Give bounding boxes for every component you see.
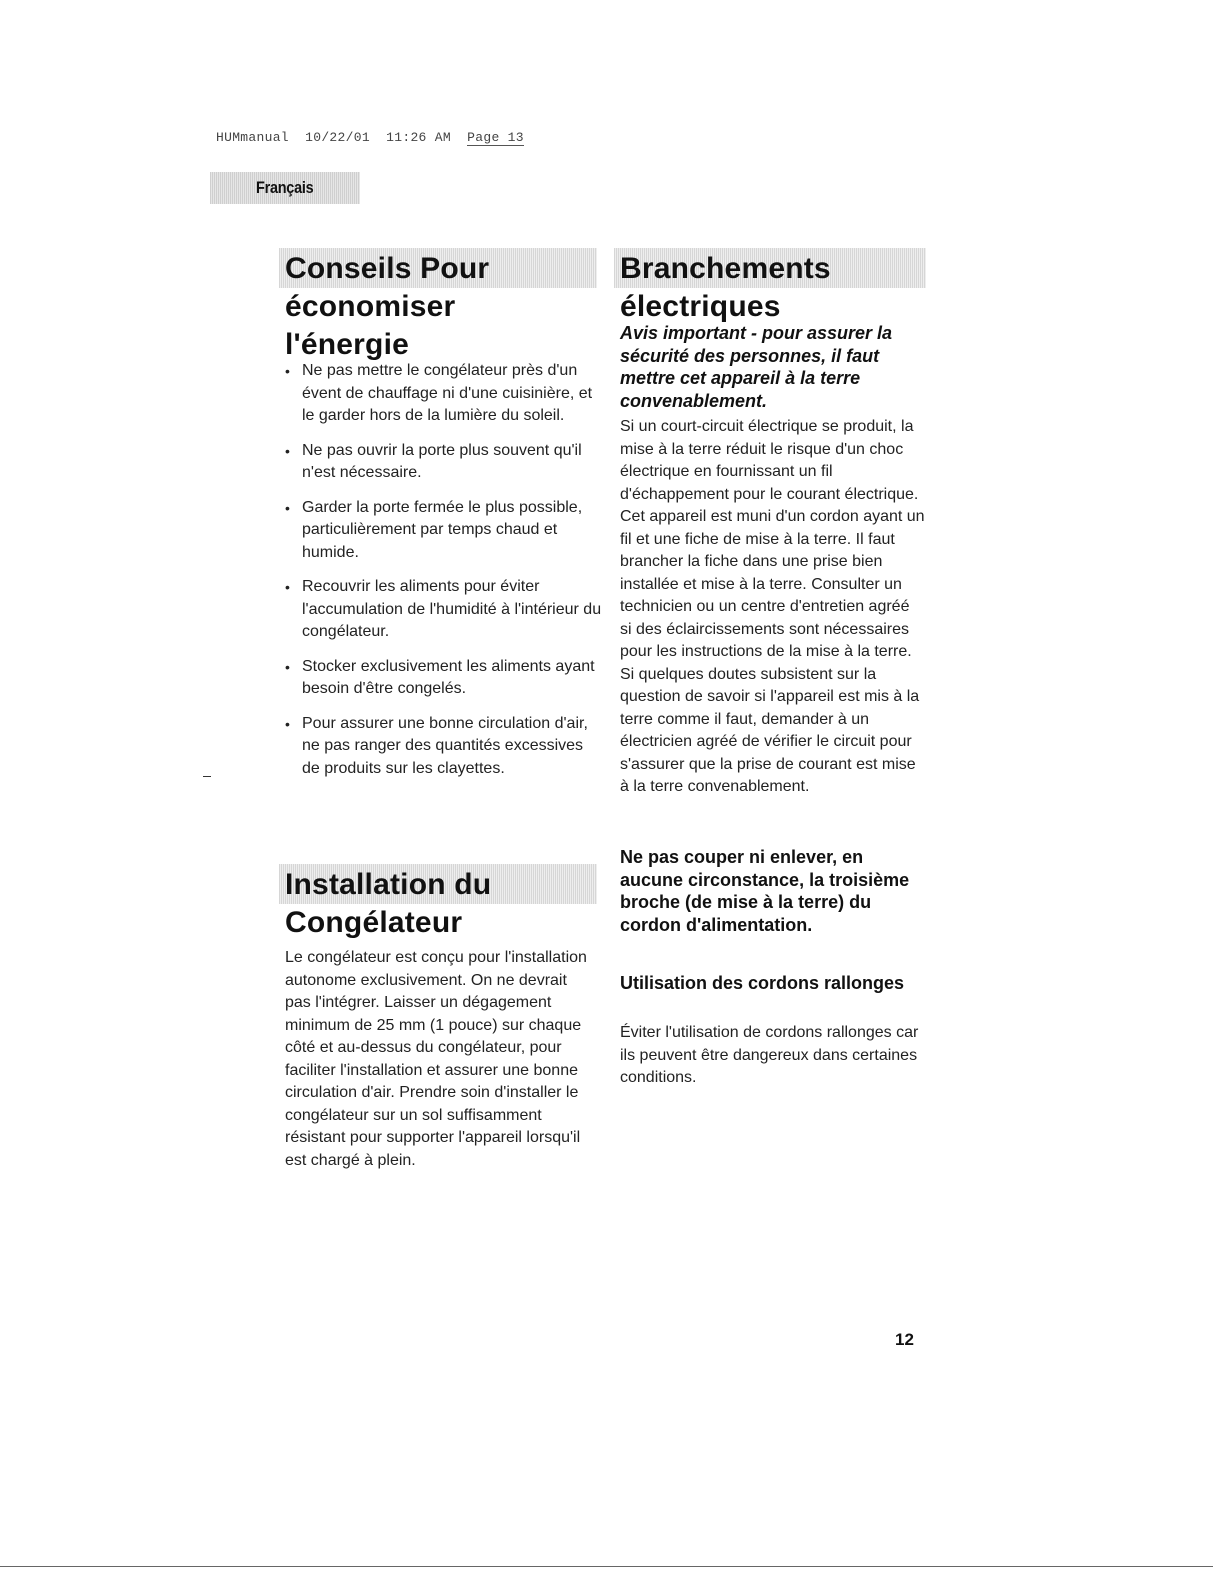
electrical-title-line-2: électriques [620, 290, 781, 323]
energy-tips-list [285, 360, 603, 792]
print-date: 10/22/01 [305, 130, 370, 145]
bottom-rule [0, 1566, 1213, 1567]
energy-title-line-2: économiser [285, 290, 456, 323]
print-header [216, 130, 524, 145]
page-number: 12 [895, 1330, 914, 1349]
extension-cord-body: Éviter l'utilisation de cordons rallonges car ils peuvent être dangereux dans certaines conditions. [620, 1024, 919, 1086]
energy-section-title [285, 250, 489, 364]
margin-mark [203, 776, 211, 777]
list-item: • Pour assurer une bonne circulation d'air, ne pas ranger des quantités excessives de produits sur les clayettes. [285, 713, 603, 781]
language-tab-label: Français [256, 178, 314, 197]
print-file: HUMmanual [216, 130, 289, 145]
installation-title-line-1: Installation du [285, 868, 492, 901]
installation-body: Le congélateur est conçu pour l'installation autonome exclusivement. On ne devrait pas l'intégrer. Laisser un dégagement minimum de 25 mm (1 pouce) sur chaque côté et au-dessus du congélateur, pour faciliter l'installation et assurer une bonne circulation d'air. Prendre soin d'installer le congélateur sur un sol suffisamment résistant pour supporter l'appareil lorsqu'il est chargé à plein. [285, 949, 587, 1169]
extension-cord-title: Utilisation des cordons rallonges [620, 973, 905, 993]
print-page: Page 13 [467, 130, 524, 145]
electrical-section-title [620, 250, 831, 326]
language-tab [210, 172, 360, 204]
energy-title-line-1: Conseils Pour [285, 252, 490, 285]
energy-title-line-3: l'énergie [285, 328, 409, 361]
installation-title-line-2: Congélateur [285, 906, 463, 939]
electrical-body: Si un court-circuit électrique se produit, la mise à la terre réduit le risque d'un choc électrique en fournissant un fil d'échappement pour le courant électrique. Cet appareil est muni d'un cordon ayant un fil et une fiche de mise à la terre. Il faut brancher la fiche dans une prise bien installée et mise à la terre. Consulter un technicien ou un centre d'entretien agréé si des éclaircissements sont nécessaires pour les instructions de la mise à la terre. Si quelques doutes subsistent sur la question de savoir si l'appareil est mis à la terre comme il faut, demander à un électricien agréé de vérifier le circuit pour s'assurer que la prise de courant est mise à la terre convenablement. [620, 418, 925, 795]
list-item: • Ne pas ouvrir la porte plus souvent qu'il n'est nécessaire. [285, 440, 603, 485]
electrical-title-line-1: Branchements [620, 252, 831, 285]
list-item: • Garder la porte fermée le plus possible, particulièrement par temps chaud et humide. [285, 497, 603, 565]
list-item: • Recouvrir les aliments pour éviter l'accumulation de l'humidité à l'intérieur du congélateur. [285, 576, 603, 644]
list-item: • Ne pas mettre le congélateur près d'un évent de chauffage ni d'une cuisinière, et le garder hors de la lumière du soleil. [285, 360, 603, 428]
print-time: 11:26 AM [386, 130, 451, 145]
important-notice: Avis important - pour assurer la sécurité des personnes, il faut mettre cet appareil à la terre convenablement. [620, 323, 893, 411]
installation-section-title [285, 866, 491, 942]
grounding-warning: Ne pas couper ni enlever, en aucune circonstance, la troisième broche (de mise à la terre) du cordon d'alimentation. [620, 847, 910, 935]
list-item: • Stocker exclusivement les aliments ayant besoin d'être congelés. [285, 656, 603, 701]
